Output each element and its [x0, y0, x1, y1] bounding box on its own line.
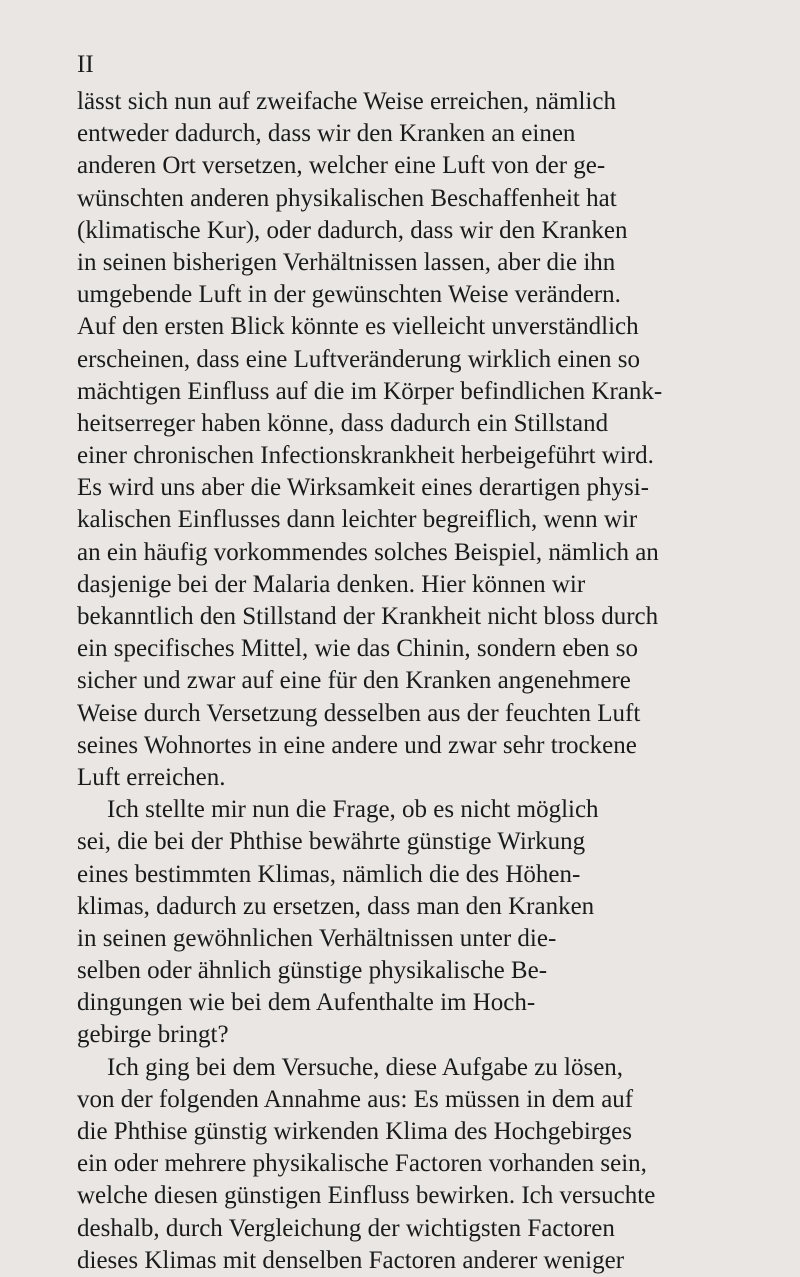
- text-line: kalischen Einflusses dann leichter begreiflich, wenn wir: [77, 506, 638, 534]
- text-line: Weise durch Versetzung desselben aus der feuchten Luft: [77, 699, 641, 727]
- text-line: Luft erreichen.: [77, 763, 226, 791]
- text-line: heitserreger haben könne, dass dadurch ein Stillstand: [77, 409, 609, 437]
- text-line: erscheinen, dass eine Luftveränderung wirklich einen so: [77, 345, 640, 373]
- text-line: entweder dadurch, dass wir den Kranken an einen: [77, 120, 576, 148]
- paragraph-start-line: Ich stellte mir nun die Frage, ob es nicht möglich: [107, 796, 599, 824]
- page-number: II: [77, 51, 94, 78]
- text-line: dingungen wie bei dem Aufenthalte im Hoch-: [77, 989, 536, 1017]
- text-line: eines bestimmten Klimas, nämlich die des Höhen-: [77, 860, 581, 888]
- text-line: ein specifisches Mittel, wie das Chinin, sondern eben so: [77, 635, 638, 663]
- text-line: lässt sich nun auf zweifache Weise erreichen, nämlich: [77, 88, 616, 115]
- text-line: klimas, dadurch zu ersetzen, dass man den Kranken: [77, 892, 595, 920]
- text-line: anderen Ort versetzen, welcher eine Luft von der ge-: [77, 152, 606, 180]
- text-line: wünschten anderen physikalischen Beschaffenheit hat: [77, 184, 617, 212]
- text-line: Auf den ersten Blick könnte es vielleicht unverständlich: [77, 313, 639, 341]
- text-line: dieses Klimas mit denselben Factoren anderer weniger: [77, 1246, 625, 1274]
- text-line: gebirge bringt?: [77, 1021, 229, 1049]
- text-line: von der folgenden Annahme aus: Es müssen in dem auf: [77, 1085, 634, 1113]
- text-line: die Phthise günstig wirkenden Klima des Hochgebirges: [77, 1118, 633, 1145]
- text-line: selben oder ähnlich günstige physikalische Be-: [77, 957, 548, 985]
- text-line: sei, die bei der Phthise bewährte günstige Wirkung: [77, 828, 586, 856]
- text-line: einer chronischen Infectionskrankheit herbeigeführt wird.: [77, 442, 654, 470]
- text-line: in seinen bisherigen Verhältnissen lassen, aber die ihn: [77, 248, 616, 276]
- text-line: an ein häufig vorkommendes solches Beispiel, nämlich an: [77, 538, 659, 566]
- text-line: mächtigen Einfluss auf die im Körper befindlichen Krank-: [77, 377, 663, 405]
- body-text: [77, 86, 799, 1277]
- text-line: umgebende Luft in der gewünschten Weise verändern.: [77, 281, 621, 309]
- paragraph-start-line: Ich ging bei dem Versuche, diese Aufgabe zu lösen,: [107, 1053, 624, 1081]
- text-line: welche diesen günstigen Einfluss bewirken. Ich versuchte: [77, 1182, 656, 1210]
- text-line: (klimatische Kur), oder dadurch, dass wir den Kranken: [77, 216, 628, 244]
- text-line: deshalb, durch Vergleichung der wichtigsten Factoren: [77, 1214, 615, 1242]
- text-line: seines Wohnortes in eine andere und zwar sehr trockene: [77, 731, 637, 759]
- text-line: Es wird uns aber die Wirksamkeit eines derartigen physi-: [77, 474, 649, 502]
- text-line: in seinen gewöhnlichen Verhältnissen unter die-: [77, 924, 557, 952]
- text-line: dasjenige bei der Malaria denken. Hier können wir: [77, 570, 586, 598]
- text-line: bekanntlich den Stillstand der Krankheit nicht bloss durch: [77, 603, 659, 630]
- text-line: sicher und zwar auf eine für den Kranken angenehmere: [77, 667, 631, 695]
- text-line: ein oder mehrere physikalische Factoren vorhanden sein,: [77, 1150, 647, 1178]
